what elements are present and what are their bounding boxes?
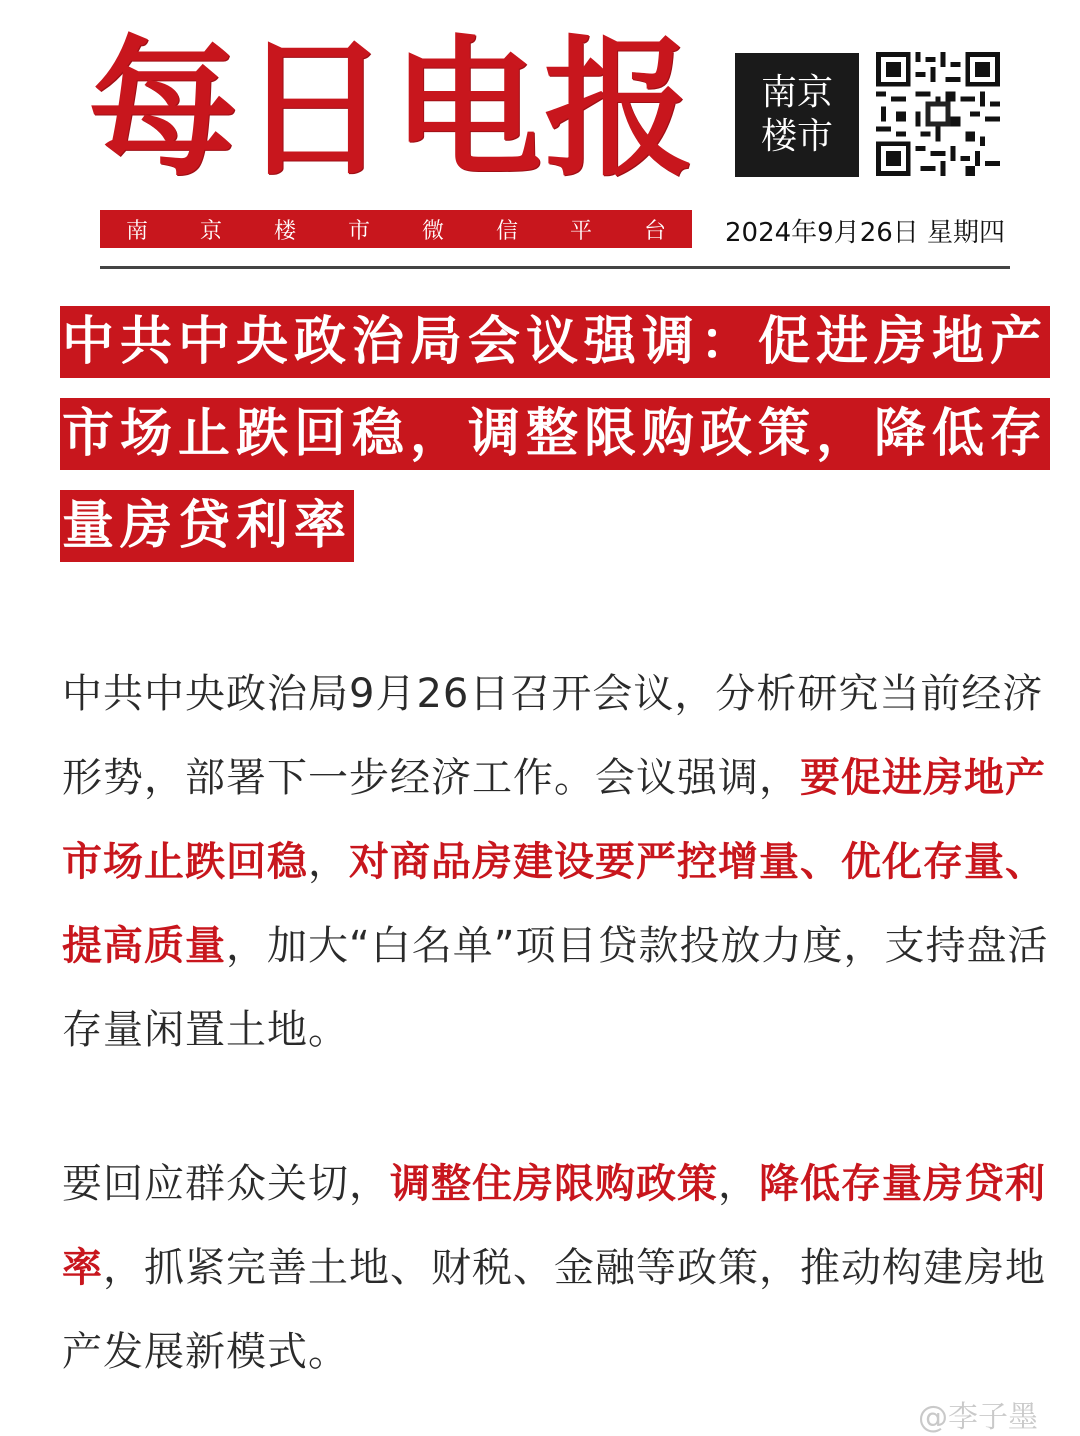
highlighted-text: 对商品房建设要严控增量、优化存量、提高质量 — [62, 839, 1046, 969]
subtitle-char: 台 — [643, 218, 666, 244]
subtitle-char: 信 — [495, 218, 518, 244]
highlighted-text: 降低存量房贷利率 — [62, 1161, 1046, 1291]
divider — [100, 266, 1010, 269]
brand-line: 南京 — [760, 72, 833, 113]
masthead — [0, 0, 1080, 280]
subtitle-char: 平 — [569, 218, 592, 244]
brand-logo — [735, 53, 859, 177]
subtitle-bar — [100, 210, 692, 248]
subtitle-char: 南 — [125, 218, 148, 244]
subtitle-char: 京 — [199, 218, 222, 244]
highlighted-text: 调整住房限购政策 — [390, 1161, 718, 1207]
paragraph-text: ， — [308, 839, 349, 885]
paragraph-text: ，抓紧完善土地、财税、金融等政策，推动构建房地产发展新模式。 — [62, 1245, 1046, 1375]
paragraph-text: 要回应群众关切， — [62, 1161, 390, 1207]
headline-text: 中共中央政治局会议强调：促进房地产市场止跌回稳，调整限购政策，降低存量房贷利率 — [60, 306, 1050, 562]
subtitle-char: 市 — [347, 218, 370, 244]
paragraph-text: ，加大“白名单”项目贷款投放力度，支持盘活存量闲置土地。 — [62, 923, 1049, 1053]
watermark: @李子墨 — [918, 1400, 1038, 1435]
subtitle-char: 微 — [421, 218, 444, 244]
paragraph-text: 中共中央政治局9月26日召开会议，分析研究当前经济形势，部署下一步经济工作。会议强调， — [62, 671, 1044, 801]
article-paragraph — [62, 1142, 1062, 1394]
headline — [60, 296, 1070, 572]
highlighted-text: 要促进房地产市场止跌回稳 — [62, 755, 1046, 885]
subtitle-char: 楼 — [273, 218, 296, 244]
issue-date: 2024年9月26日 星期四 — [725, 218, 1006, 248]
qr-code-icon — [876, 52, 1000, 176]
newspaper-title: 每日电报 — [88, 23, 697, 197]
paragraph-text: ， — [718, 1161, 759, 1207]
article-paragraph — [62, 652, 1062, 1072]
brand-line: 楼市 — [760, 116, 833, 157]
